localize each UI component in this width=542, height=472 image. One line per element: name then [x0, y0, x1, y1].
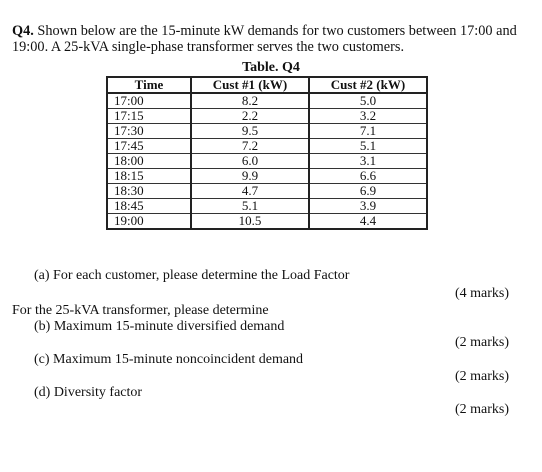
cell-cust2: 4.4 [309, 214, 427, 230]
cell-cust1: 7.2 [191, 139, 309, 154]
header-cust1: Cust #1 (kW) [191, 77, 309, 93]
demand-table [106, 76, 428, 230]
part-d-marks: (2 marks) [455, 402, 510, 417]
transformer-intro: For the 25-kVA transformer, please determine [12, 303, 269, 318]
part-d-text: (d) Diversity factor [34, 385, 143, 400]
cell-time: 18:45 [107, 199, 191, 214]
cell-time: 19:00 [107, 214, 191, 230]
cell-cust1: 4.7 [191, 184, 309, 199]
table-row [107, 139, 427, 154]
table-caption: Table. Q4 [242, 60, 300, 75]
cell-cust2: 7.1 [309, 124, 427, 139]
cell-cust2: 3.2 [309, 109, 427, 124]
table-row [107, 124, 427, 139]
part-c-text: (c) Maximum 15-minute noncoincident demand [34, 352, 304, 367]
part-b-text: (b) Maximum 15-minute diversified demand [34, 319, 285, 334]
part-a-text: (a) For each customer, please determine the Load Factor [34, 268, 350, 283]
table-row [107, 184, 427, 199]
cell-time: 18:30 [107, 184, 191, 199]
table-row [107, 154, 427, 169]
cell-time: 17:00 [107, 93, 191, 109]
header-time: Time [107, 77, 191, 93]
table-header-row [107, 77, 427, 93]
table-row [107, 214, 427, 230]
header-cust2: Cust #2 (kW) [309, 77, 427, 93]
cell-cust2: 6.9 [309, 184, 427, 199]
cell-cust1: 5.1 [191, 199, 309, 214]
table-row [107, 109, 427, 124]
cell-time: 17:15 [107, 109, 191, 124]
part-a-marks: (4 marks) [455, 286, 510, 301]
table-row [107, 93, 427, 109]
cell-cust1: 8.2 [191, 93, 309, 109]
cell-cust2: 6.6 [309, 169, 427, 184]
table-row [107, 169, 427, 184]
cell-cust1: 9.9 [191, 169, 309, 184]
question-text: Shown below are the 15-minute kW demands for two customers between 17:00 and 19:00. A 25-kVA single-phase transformer serves the two customers. [12, 23, 517, 55]
cell-time: 18:15 [107, 169, 191, 184]
cell-time: 17:45 [107, 139, 191, 154]
cell-cust1: 2.2 [191, 109, 309, 124]
cell-cust1: 6.0 [191, 154, 309, 169]
table-row [107, 199, 427, 214]
part-c-marks: (2 marks) [455, 369, 510, 384]
cell-cust2: 5.0 [309, 93, 427, 109]
cell-cust2: 5.1 [309, 139, 427, 154]
question-intro [12, 23, 532, 55]
cell-time: 18:00 [107, 154, 191, 169]
part-b-marks: (2 marks) [455, 335, 510, 350]
cell-time: 17:30 [107, 124, 191, 139]
cell-cust1: 10.5 [191, 214, 309, 230]
question-number: Q4. [12, 23, 34, 39]
cell-cust2: 3.9 [309, 199, 427, 214]
cell-cust1: 9.5 [191, 124, 309, 139]
cell-cust2: 3.1 [309, 154, 427, 169]
